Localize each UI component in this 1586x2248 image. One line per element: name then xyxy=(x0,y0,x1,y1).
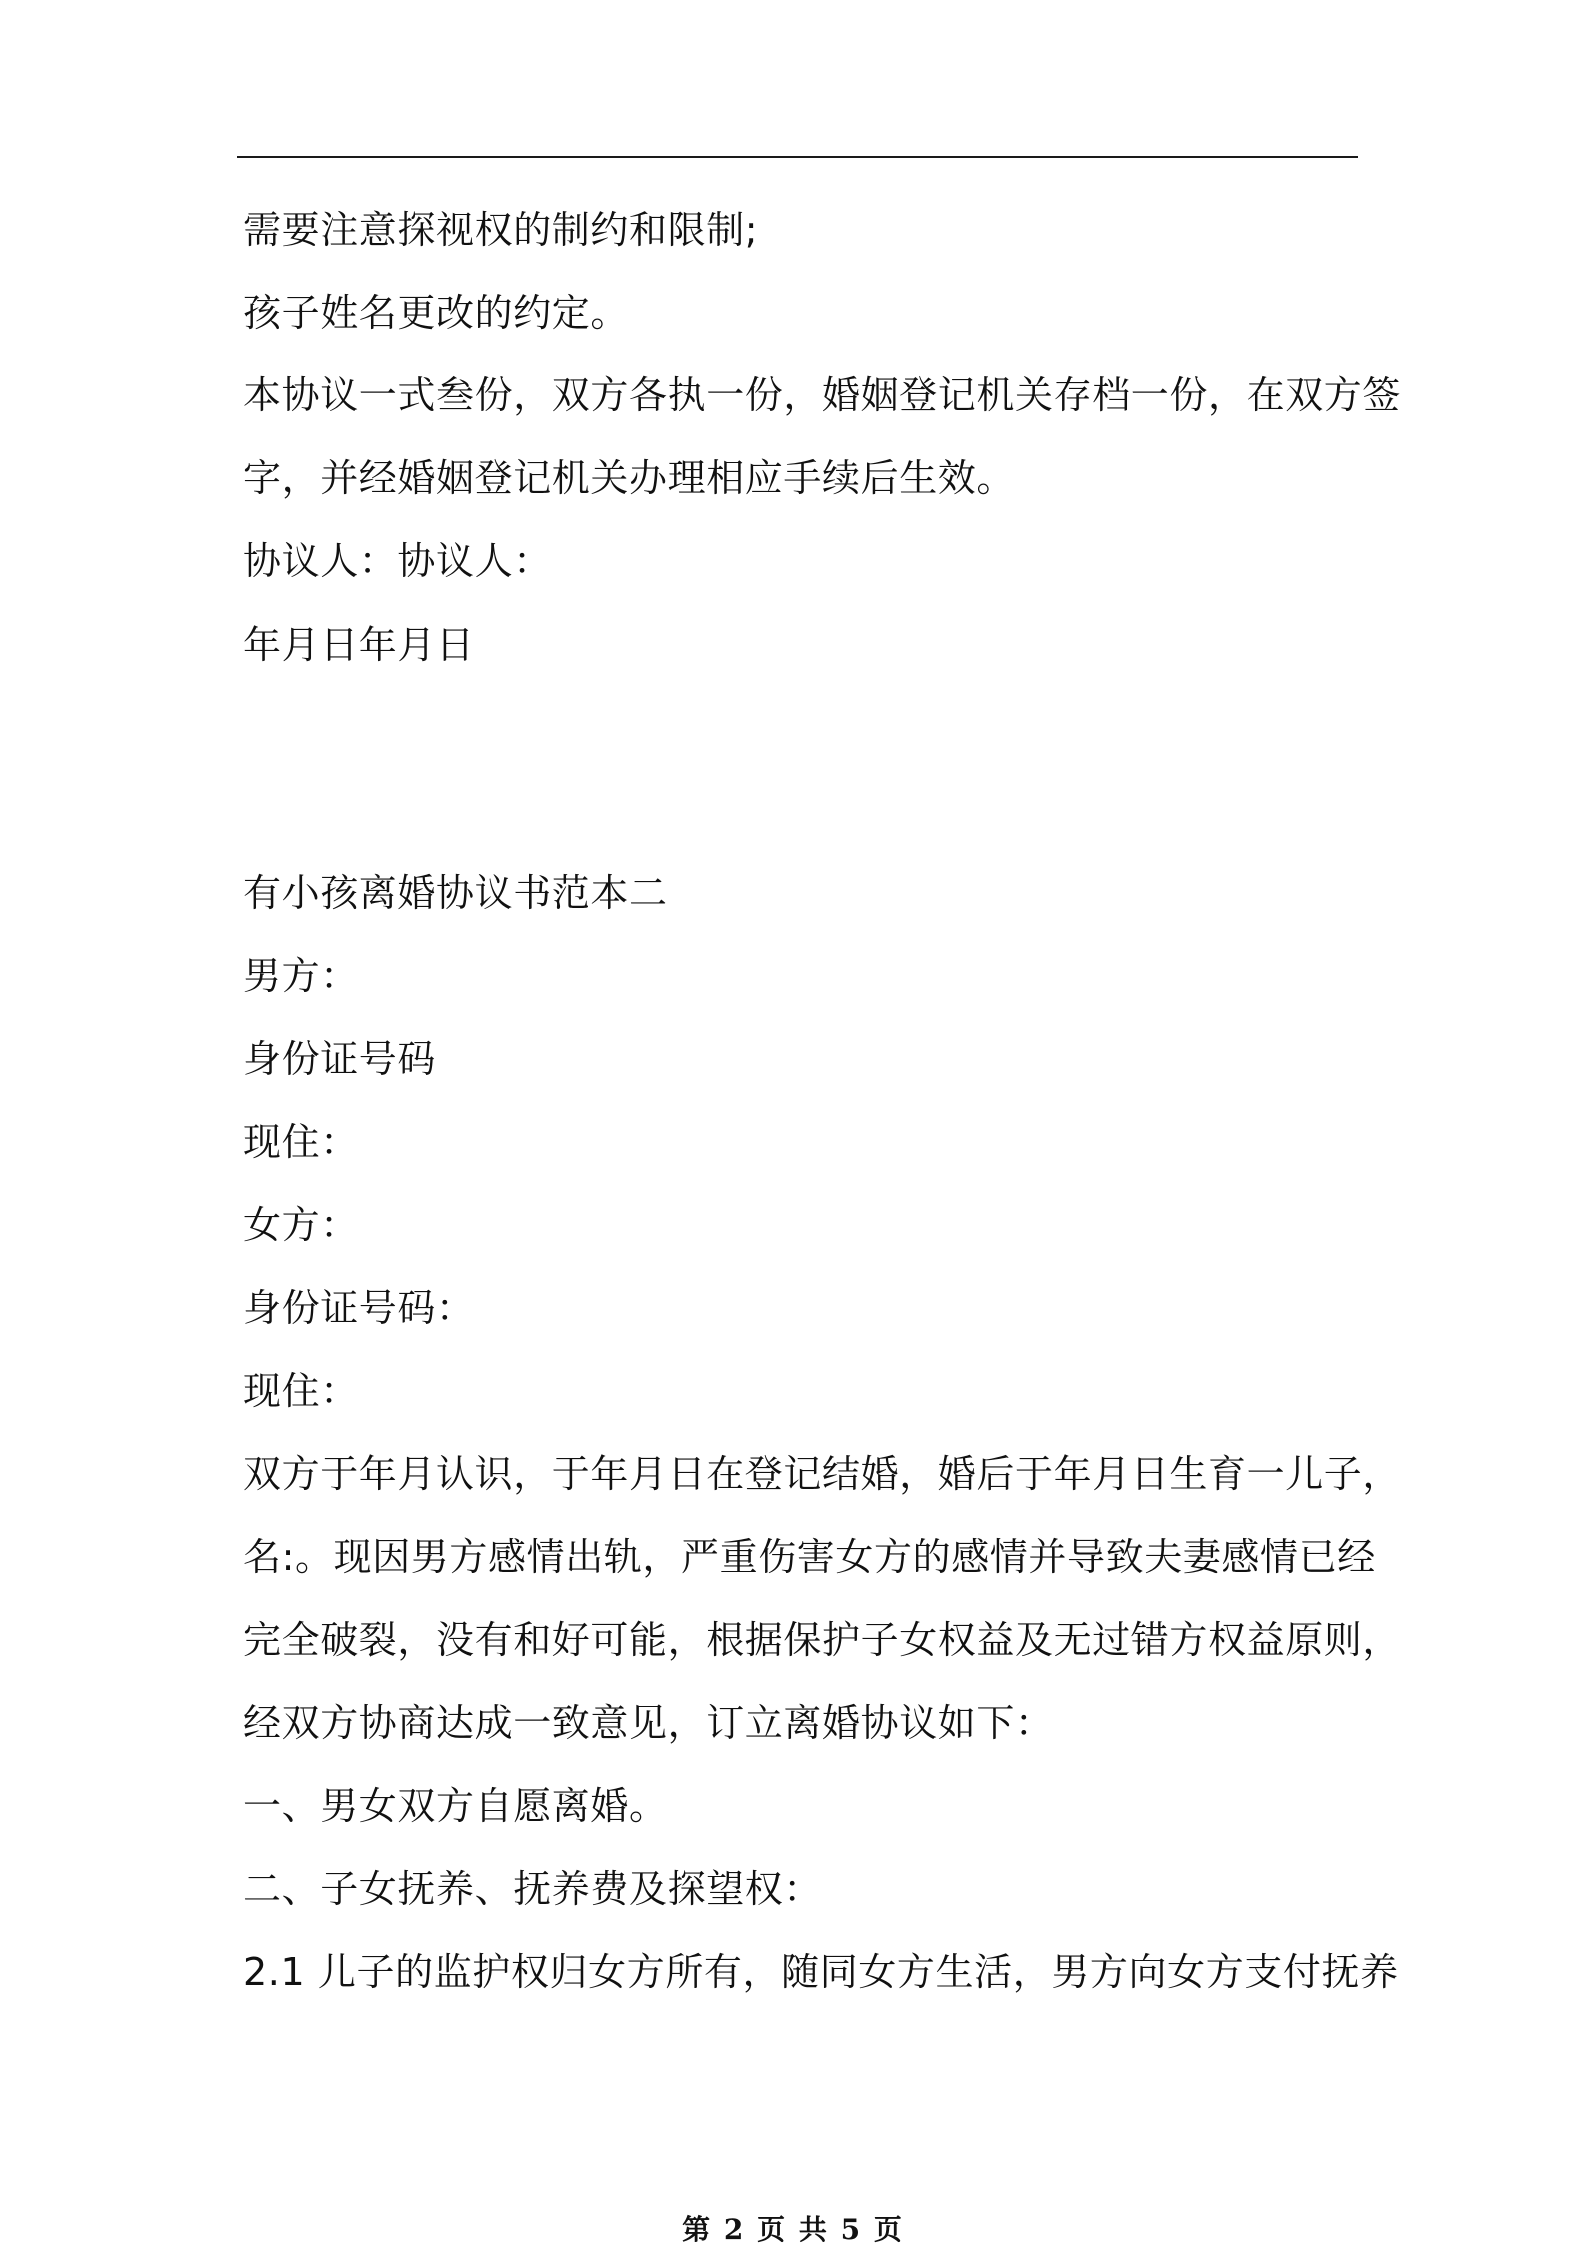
text-line: 2.1 儿子的监护权归女方所有，随同女方生活，男方向女方支付抚养 xyxy=(243,1950,1399,1994)
page-footer: 第 2 页 共 5 页 xyxy=(682,2213,904,2246)
text-line: 女方： xyxy=(243,1203,359,1247)
text-line: 字，并经婚姻登记机关办理相应手续后生效。 xyxy=(243,456,1016,500)
text-line: 协议人：协议人： xyxy=(243,539,552,583)
text-line: 现住： xyxy=(243,1369,359,1413)
text-line: 男方： xyxy=(243,954,359,998)
text-line: 孩子姓名更改的约定。 xyxy=(243,291,630,335)
text-line: 身份证号码： xyxy=(243,1286,475,1330)
text-line: 名:。现因男方感情出轨，严重伤害女方的感情并导致夫妻感情已经 xyxy=(243,1535,1376,1579)
text-line: 需要注意探视权的制约和限制; xyxy=(243,208,759,252)
text-line: 本协议一式叁份，双方各执一份，婚姻登记机关存档一份，在双方签 xyxy=(243,373,1402,417)
text-line: 一、男女双方自愿离婚。 xyxy=(243,1784,668,1828)
text-line: 双方于年月认识，于年月日在登记结婚，婚后于年月日生育一儿子， xyxy=(243,1452,1402,1496)
text-line: 年月日年月日 xyxy=(243,623,475,667)
text-line: 二、子女抚养、抚养费及探望权： xyxy=(243,1867,823,1911)
text-line: 现住： xyxy=(243,1120,359,1164)
header-rule xyxy=(237,156,1358,158)
text-line: 完全破裂，没有和好可能，根据保护子女权益及无过错方权益原则， xyxy=(243,1618,1402,1662)
text-line: 经双方协商达成一致意见，订立离婚协议如下： xyxy=(243,1701,1054,1745)
section-title: 有小孩离婚协议书范本二 xyxy=(243,871,668,915)
text-line: 身份证号码 xyxy=(243,1037,437,1081)
